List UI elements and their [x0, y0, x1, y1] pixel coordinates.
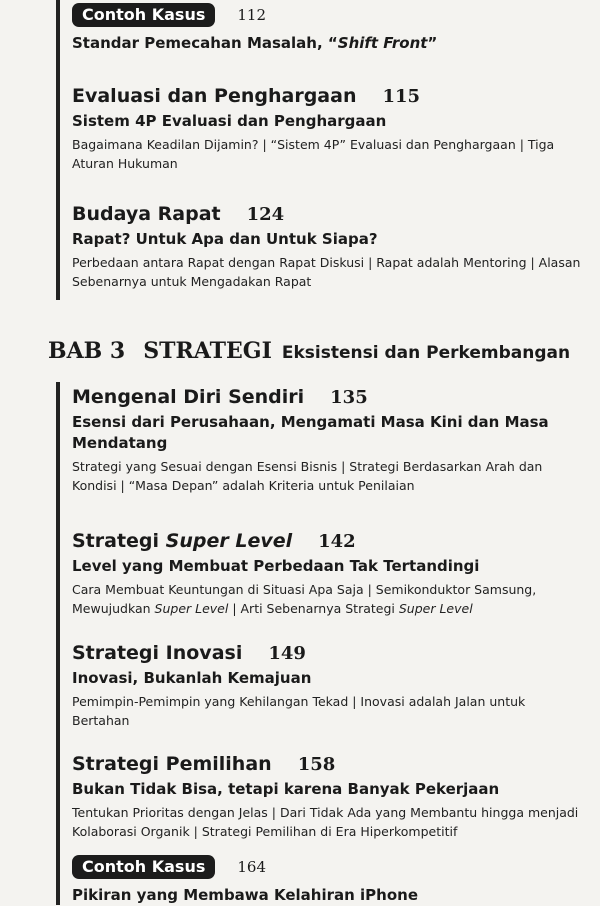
- entry-description: Cara Membuat Keuntungan di Situasi Apa Saja | Semikonduktor Samsung, Mewujudkan Super Level | Arti Sebenarnya Strategi Super Level: [72, 582, 537, 616]
- chapter-subtitle: Eksistensi dan Perkembangan: [281, 343, 571, 363]
- entry-description: Strategi yang Sesuai dengan Esensi Bisnis | Strategi Berdasarkan Arah dan Kondisi | “Masa Depan” adalah Kriteria untuk Penilaian: [72, 459, 543, 493]
- entry-page: 124: [246, 204, 285, 225]
- entry-subtitle: Inovasi, Bukanlah Kemajuan: [72, 669, 312, 687]
- sidebar-rule-top: [56, 0, 60, 300]
- toc-entry-mengenal-diri: [72, 385, 582, 495]
- entry-page: 115: [382, 86, 421, 107]
- chapter-title: STRATEGI: [143, 338, 272, 364]
- entry-title: Strategi Inovasi 149: [72, 642, 306, 664]
- entry-description: Tentukan Prioritas dengan Jelas | Dari Tidak Ada yang Membantu hingga menjadi Kolaborasi Organik | Strategi Pemilihan di Era Hiperkompetitif: [72, 805, 579, 839]
- entry-subtitle: Bukan Tidak Bisa, tetapi karena Banyak Pekerjaan: [72, 780, 500, 798]
- toc-entry-inovasi: [72, 641, 582, 730]
- entry-title: Budaya Rapat 124: [72, 203, 285, 225]
- case-study-page: 112: [237, 6, 266, 24]
- entry-page: 135: [330, 387, 368, 408]
- entry-description: Bagaimana Keadilan Dijamin? | “Sistem 4P” Evaluasi dan Penghargaan | Tiga Aturan Hukuman: [72, 137, 555, 171]
- entry-title: Evaluasi dan Penghargaan 115: [72, 85, 421, 107]
- case-study-subtitle: Pikiran yang Membawa Kelahiran iPhone: [72, 886, 419, 904]
- entry-subtitle: Sistem 4P Evaluasi dan Penghargaan: [72, 112, 387, 130]
- entry-page: 149: [268, 643, 306, 664]
- entry-title: Strategi Pemilihan 158: [72, 753, 336, 775]
- toc-entry-budaya-rapat: [72, 202, 582, 291]
- sidebar-rule-bottom: [56, 382, 60, 905]
- case-study-badge: Contoh Kasus: [72, 855, 215, 879]
- toc-entry-super-level: [72, 529, 582, 618]
- entry-title: Mengenal Diri Sendiri 135: [72, 386, 368, 408]
- entry-title: Strategi Super Level 142: [72, 530, 356, 552]
- case-study-page: 164: [237, 858, 266, 876]
- entry-page: 142: [318, 531, 356, 552]
- case-study-164: [72, 855, 582, 906]
- entry-description: Pemimpin-Pemimpin yang Kehilangan Tekad | Inovasi adalah Jalan untuk Bertahan: [72, 694, 526, 728]
- case-study-112: [72, 3, 582, 54]
- entry-subtitle: Esensi dari Perusahaan, Mengamati Masa Kini dan Masa Mendatang: [72, 413, 549, 452]
- entry-description: Perbedaan antara Rapat dengan Rapat Diskusi | Rapat adalah Mentoring | Alasan Sebenarnya untuk Mengadakan Rapat: [72, 255, 581, 289]
- entry-page: 158: [297, 754, 336, 775]
- case-study-subtitle: Standar Pemecahan Masalah, “Shift Front”: [72, 34, 438, 52]
- toc-entry-pemilihan: [72, 752, 582, 841]
- toc-entry-evaluasi: [72, 84, 582, 173]
- chapter-heading: [48, 338, 570, 364]
- case-study-badge: Contoh Kasus: [72, 3, 215, 27]
- entry-subtitle: Level yang Membuat Perbedaan Tak Tertandingi: [72, 557, 480, 575]
- chapter-label: BAB 3: [48, 338, 126, 364]
- entry-subtitle: Rapat? Untuk Apa dan Untuk Siapa?: [72, 230, 378, 248]
